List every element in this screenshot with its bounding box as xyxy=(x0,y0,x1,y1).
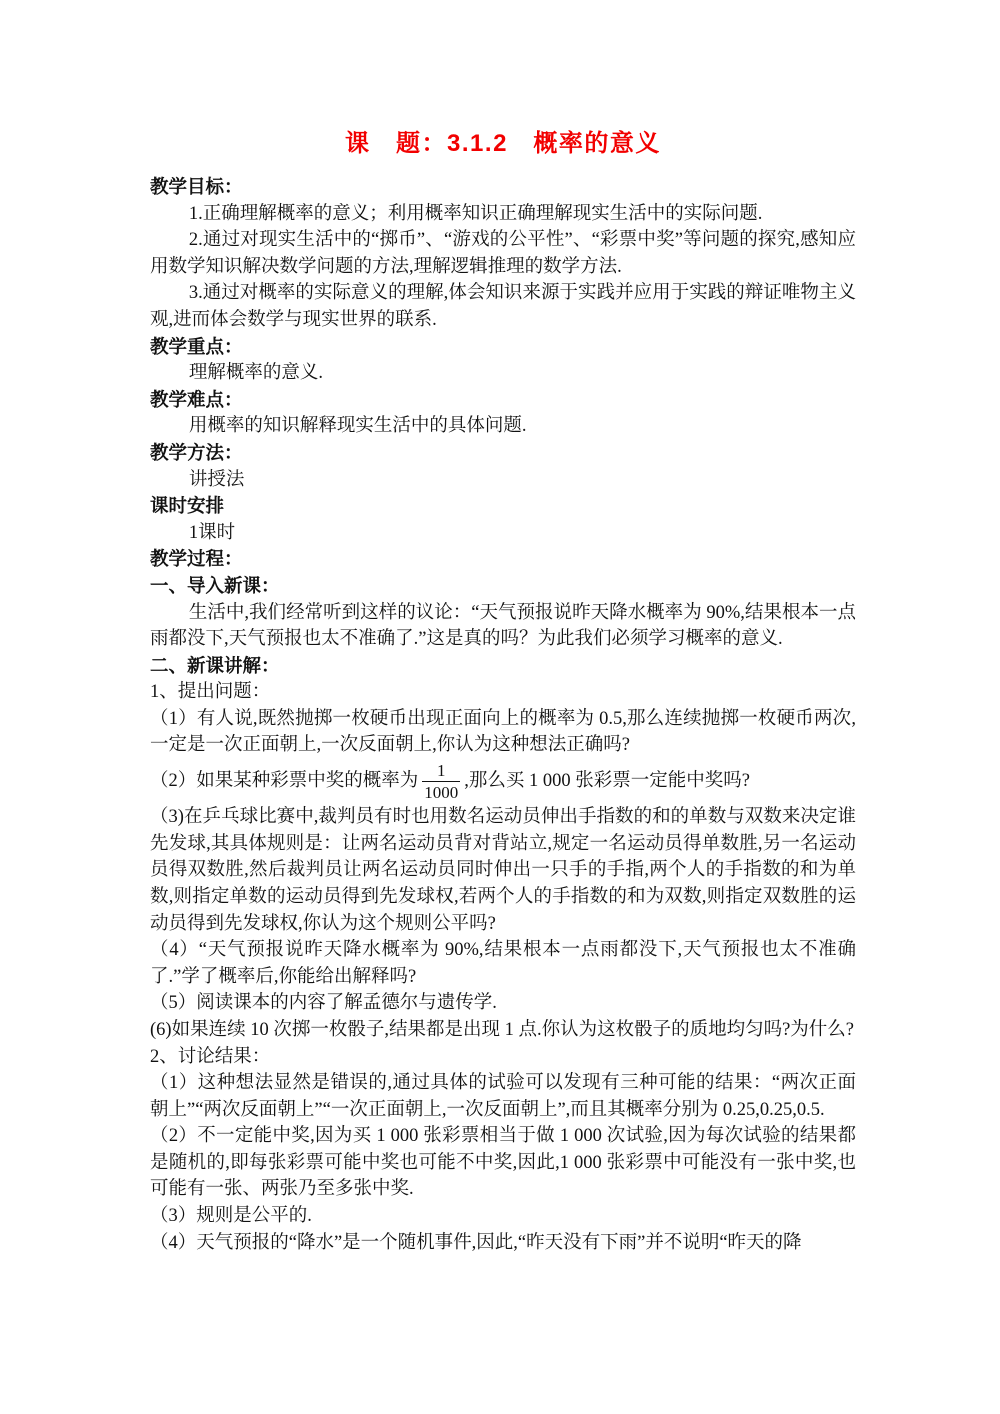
result-1: （1）这种想法显然是错误的,通过具体的试验可以发现有三种可能的结果：“两次正面朝上”“两次反面朝上”“一次正面朝上,一次反面朝上”,而且其概率分别为 0.25,0.25,0.5. xyxy=(150,1073,856,1120)
result-2: （2）不一定能中奖,因为买 1 000 张彩票相当于做 1 000 次试验,因为每次试验的结果都是随机的,即每张彩票可能中奖也可能不中奖,因此,1 000 张彩票中可能没有一张中奖,也可能有一张、两张乃至多张中奖. xyxy=(150,1126,856,1200)
question-5: （5）阅读课本的内容了解孟德尔与遗传学. xyxy=(150,993,497,1014)
fraction-1-over-1000 xyxy=(422,761,460,802)
intro-paragraph: 生活中,我们经常听到这样的议论：“天气预报说昨天降水概率为 90%,结果根本一点雨都没下,天气预报也太不准确了.”这是真的吗？为此我们必须学习概率的意义. xyxy=(150,602,856,650)
heading-teaching-focus: 教学重点： xyxy=(150,335,243,357)
heading-section-2-new-lesson: 二、新课讲解： xyxy=(150,654,280,676)
document-body xyxy=(150,174,856,1256)
difficulty-content: 用概率的知识解释现实生活中的具体问题. xyxy=(188,416,527,437)
heading-lesson-schedule: 课时安排 xyxy=(150,495,225,517)
heading-teaching-difficulty: 教学难点： xyxy=(150,388,243,410)
heading-teaching-process: 教学过程： xyxy=(150,548,243,570)
question-1: （1）有人说,既然抛掷一枚硬币出现正面向上的概率为 0.5,那么连续抛掷一枚硬币两次,一定是一次正面朝上,一次反面朝上,你认为这种想法正确吗? xyxy=(150,708,856,756)
objective-3: 3.通过对概率的实际意义的理解,体会知识来源于实践并应用于实践的辩证唯物主义观,进而体会数学与现实世界的联系. xyxy=(150,283,856,330)
question-6: (6)如果连续 10 次掷一枚骰子,结果都是出现 1 点.你认为这枚骰子的质地均匀吗?为什么? xyxy=(150,1019,854,1040)
subheading-raise-questions: 1、提出问题： xyxy=(150,682,271,703)
fraction-denominator: 1000 xyxy=(424,782,459,802)
heading-section-1-intro: 一、导入新课： xyxy=(150,574,280,596)
heading-teaching-method: 教学方法： xyxy=(150,441,243,463)
method-content: 讲授法 xyxy=(188,469,245,490)
result-3: （3）规则是公平的. xyxy=(150,1206,312,1227)
objective-1: 1.正确理解概率的意义；利用概率知识正确理解现实生活中的实际问题. xyxy=(188,203,763,224)
fraction-text-before: （2）如果某种彩票中奖的概率为 xyxy=(150,771,419,792)
question-2 xyxy=(150,761,856,802)
fraction-numerator: 1 xyxy=(437,761,446,781)
objective-2: 2.通过对现实生活中的“掷币”、“游戏的公平性”、“彩票中奖”等问题的探究,感知应用数学知识解决数学问题的方法,理解逻辑推理的数学方法. xyxy=(150,230,856,277)
focus-content: 理解概率的意义. xyxy=(188,363,323,384)
schedule-content: 1课时 xyxy=(188,522,236,543)
page-title: 课 题：3.1.2 概率的意义 xyxy=(345,130,661,157)
result-4: （4）天气预报的“降水”是一个随机事件,因此,“昨天没有下雨”并不说明“昨天的降 xyxy=(150,1232,802,1253)
question-4: （4）“天气预报说昨天降水概率为 90%,结果根本一点雨都没下,天气预报也太不准确了.”学了概率后,你能给出解释吗? xyxy=(150,940,856,987)
heading-teaching-objectives: 教学目标： xyxy=(150,176,243,197)
document-content xyxy=(150,128,856,1256)
fraction-text-after: ,那么买 1 000 张彩票一定能中奖吗? xyxy=(464,771,750,792)
question-3: （3)在乒乓球比赛中,裁判员有时也用数名运动员伸出手指数的和的单数与双数来决定谁先发球,其具体规则是：让两名运动员背对背站立,规定一名运动员得单数胜,另一名运动员得双数胜,然后裁判员让两名运动员同时伸出一只手的手指,两个人的手指数的和为单数,则指定单数的运动员得到先发球权,若两个人的手指数的和为双数,则指定双数胜的运动员得到先发球权,你认为这个规则公平吗? xyxy=(150,807,856,934)
subheading-discussion-results: 2、讨论结果： xyxy=(150,1046,271,1067)
